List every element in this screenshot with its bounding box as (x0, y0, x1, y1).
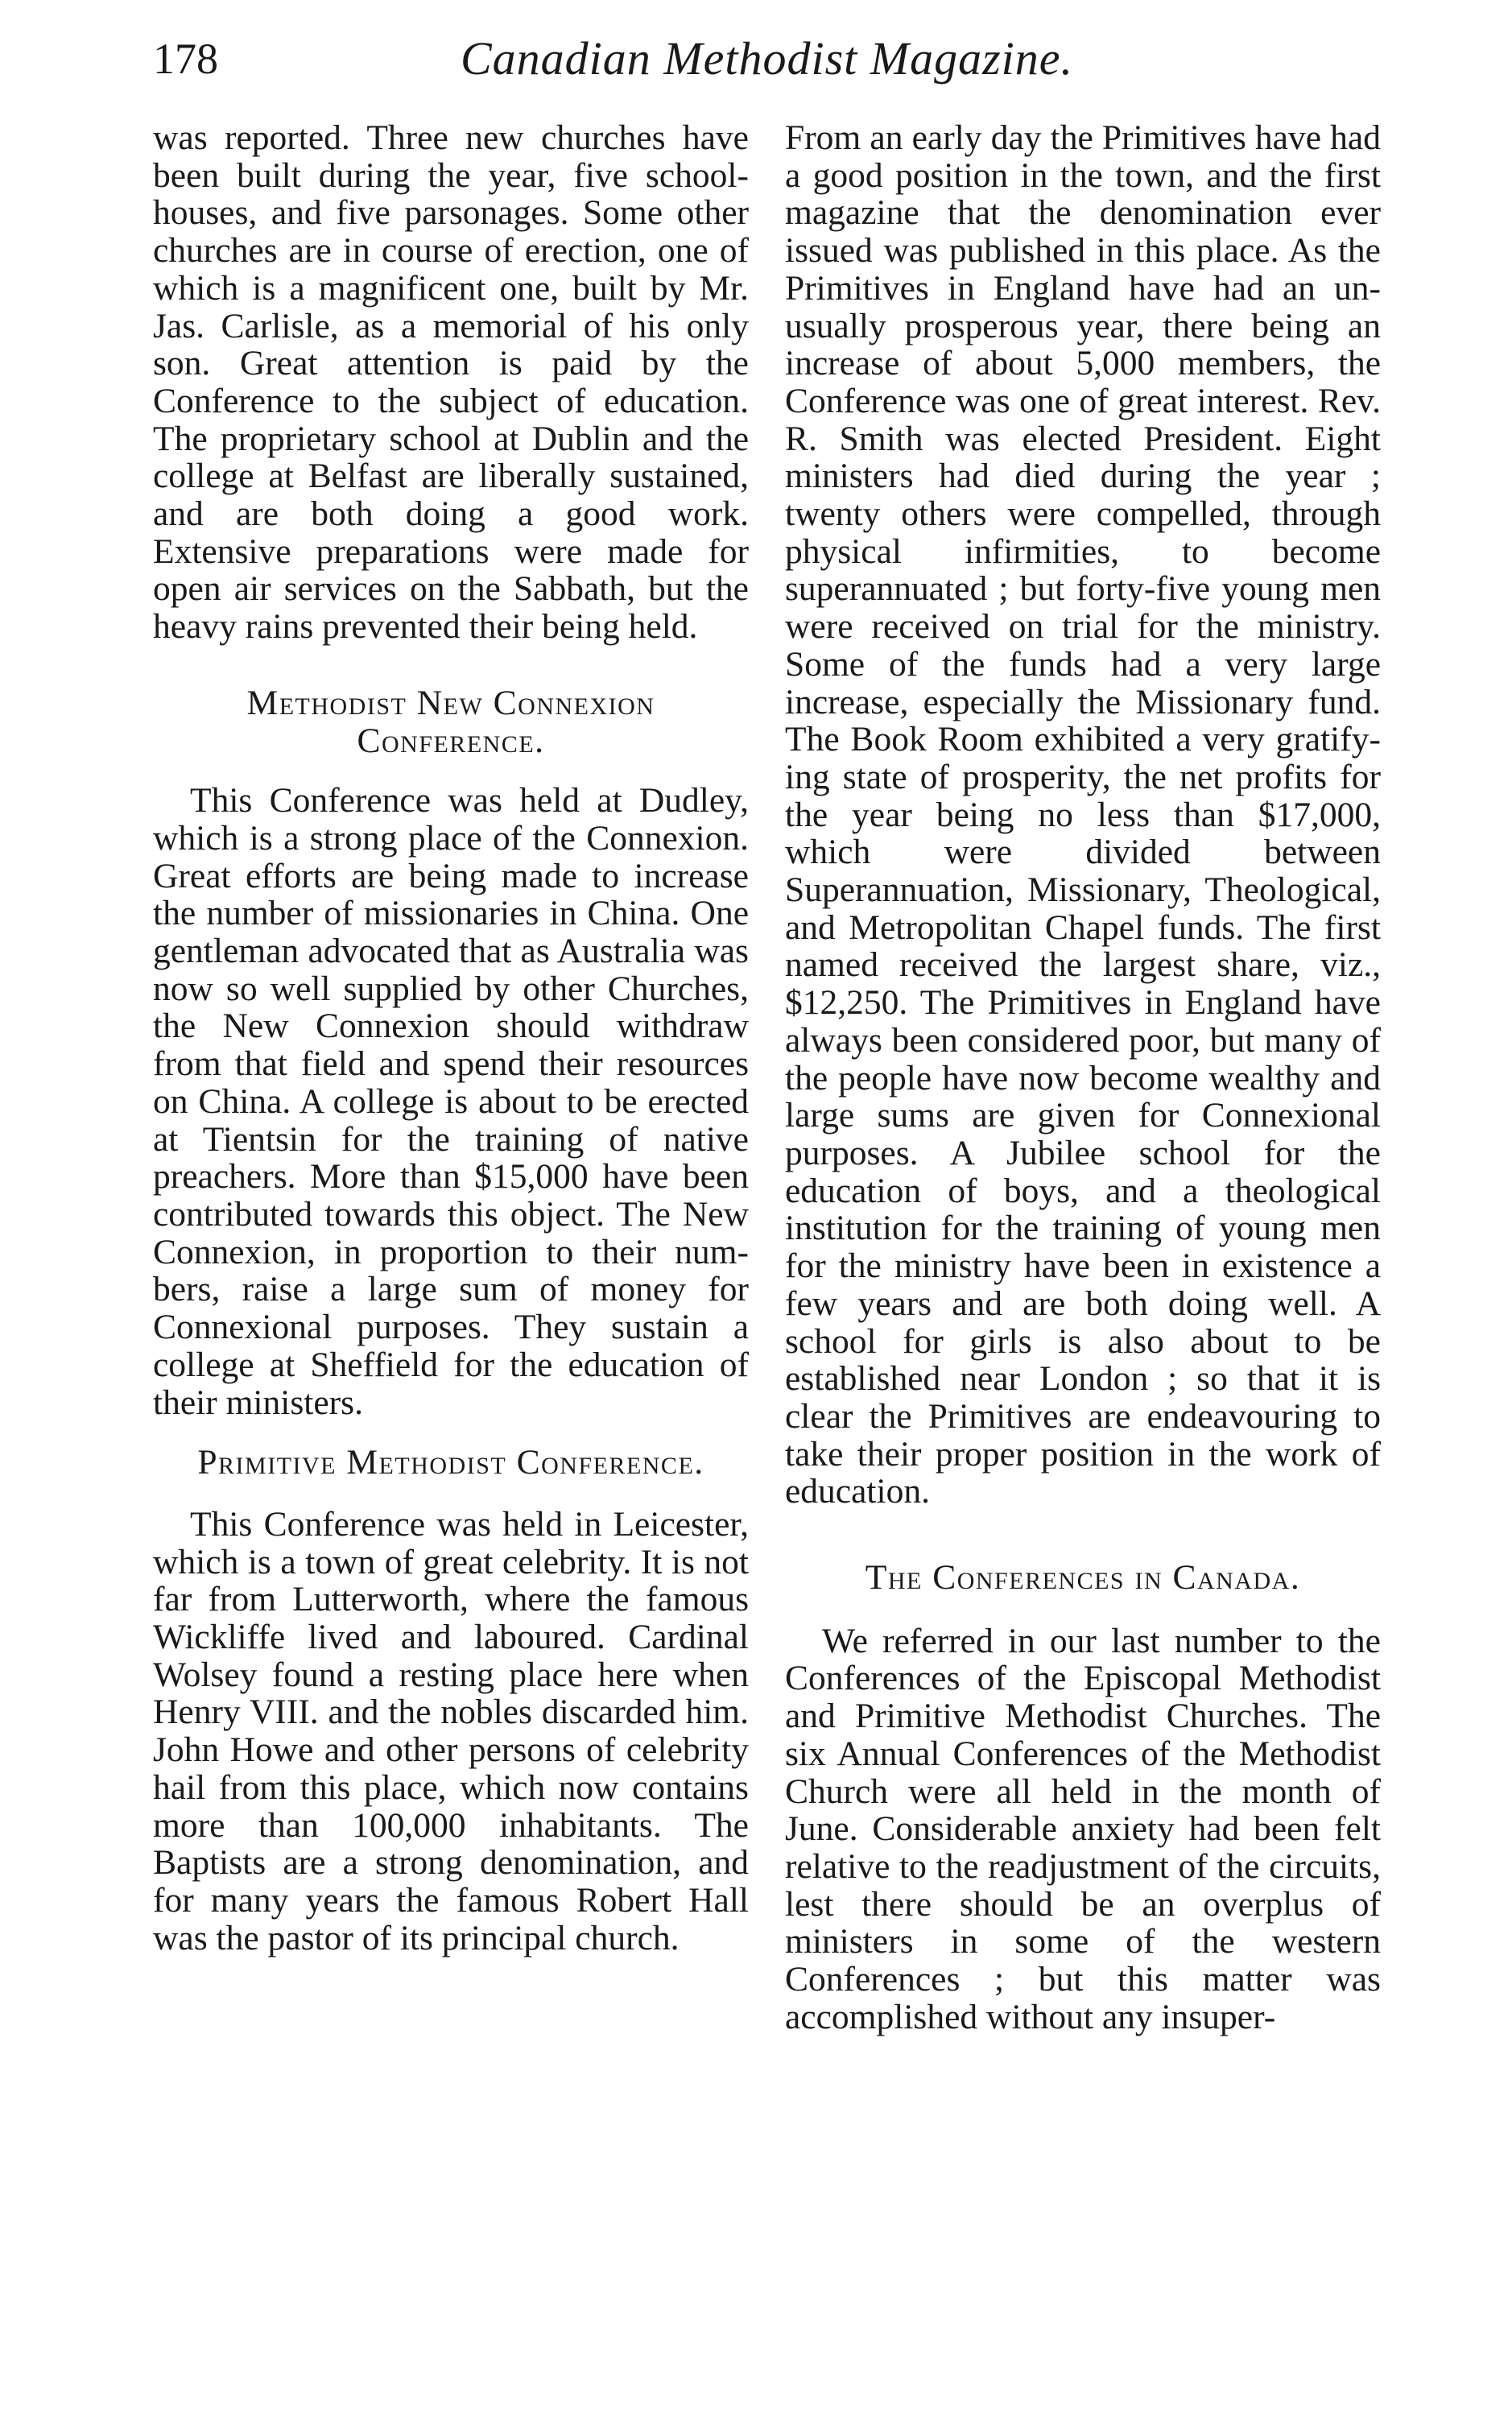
paragraph-new-connexion: This Conference was held at Dudley, which is a strong place of the Connexion. Great efforts are being made to increase the number of missionaries in China. One gentleman advocated that as Australia was now so well supplied by other Churches, the New Connexion should withdraw from that field and spend their resources on China. A college is about to be erected at Tientsin for the training of native preachers. More than $15,000 have been contributed towards this object. The New Connexion, in proportion to their numbers, raise a large sum of money for Connexional purposes. They sustain a college at Sheffield for the education of their ministers. (153, 781, 749, 1422)
left-column (153, 119, 749, 1957)
paragraph-canada-conferences: We referred in our last number to the Conferences of the Episcopal Methodist and Primitive Methodist Churches. The six Annual Conferences of the Methodist Church were all held in the month of June. Considerable anxiety had been felt relative to the readjustment of the circuits, lest there should be an overplus of ministers in some of the western Conferences ; but this matter was accomplished without any insuper- (785, 1621, 1381, 2036)
paragraph-primitive-leicester: This Conference was held in Leicester, which is a town of great celebrity. It is not far from Lutterworth, where the famous Wickliffe lived and laboured. Cardinal Wolsey found a resting place here when Henry VIII. and the nobles discarded him. John Howe and other persons of celebrity hail from this place, which now contains more than 100,000 inhabitants. The Baptists are a strong denomination, and for many years the famous Robert Hall was the pastor of its principal church. (153, 1504, 749, 1957)
right-column (785, 119, 1381, 2036)
running-head (153, 23, 1381, 95)
heading-primitive-methodist-conference: Primitive Methodist Conference. (197, 1443, 704, 1482)
paragraph-primitive-continued: From an early day the Primitives have had a good position in the town, and the first magazine that the denomination ever issued was published in this place. As the Primitives in England have had an unusually prosperous year, there being an increase of about 5,000 members, the Conference was one of great interest. Rev. R. Smith was elected President. Eight ministers had died during the year ; twenty others were compelled, through physical infirmities, to become superannuated ; but forty-five young men were received on trial for the ministry. Some of the funds had a very large increase, especially the Missionary fund. The Book Room exhibited a very gratifying state of prosperity, the net profits for the year being no less than $17,000, which were divided between Superannuation, Missionary, Theological, and Metropolitan Chapel funds. The first named received the largest share, viz., $12,250. The Primitives in England have always been considered poor, but many of the people have now become wealthy and large sums are given for Connexional purposes. A Jubilee school for the education of boys, and a theological institution for the training of young men for the ministry have been in existence a few years and are both doing well. A school for girls is also about to be established near London ; so that it is clear the Primitives are endeavouring to take their proper position in the work of education. (785, 118, 1381, 1511)
paragraph-irish-conference-end: was reported. Three new churches have been built during the year, five school-houses, and five parsonages. Some other churches are in course of erection, one of which is a magnificent one, built by Mr. Jas. Carlisle, as a memorial of his only son. Great attention is paid by the Conference to the subject of education. The proprietary school at Dublin and the college at Belfast are liberally sustained, and are both doing a good work. Extensive preparations were made for open air services on the Sabbath, but the heavy rains prevented their being held. (153, 118, 749, 647)
heading-new-connexion-conference: Methodist New Connexion Conference. (246, 683, 655, 760)
running-title: Canadian Methodist Magazine. (460, 32, 1073, 85)
page-number: 178 (153, 35, 218, 83)
heading-conferences-in-canada: The Conferences in Canada. (865, 1558, 1301, 1598)
